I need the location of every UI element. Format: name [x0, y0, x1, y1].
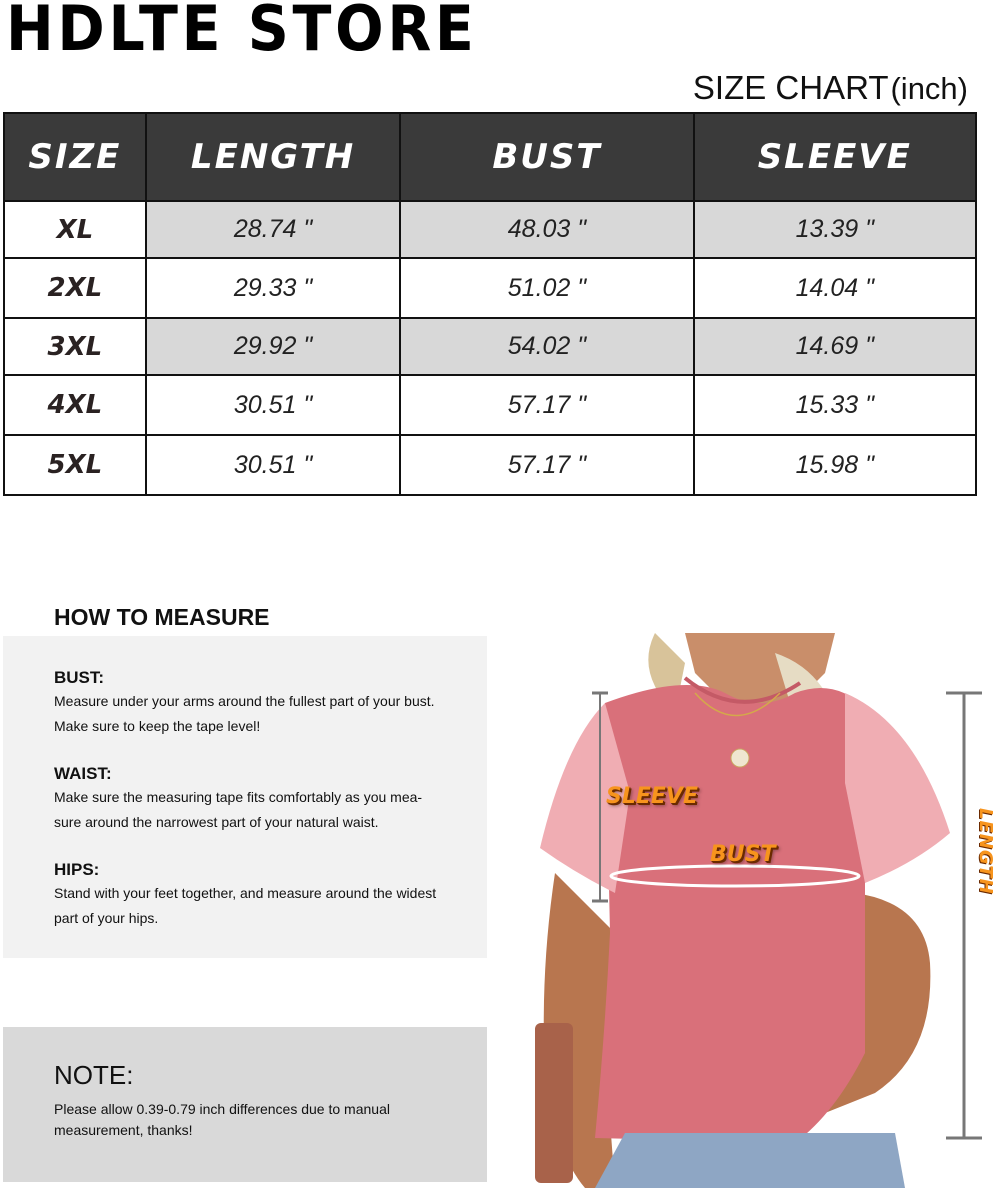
size-cell: 3XL: [4, 318, 146, 375]
note-desc: [54, 1099, 474, 1141]
bust-cell: 51.02 ": [400, 258, 693, 318]
shirt-sleeve-right: [845, 693, 950, 883]
size-cell: 5XL: [4, 435, 146, 495]
measure-desc-line: Stand with your feet together, and measure around the widest: [54, 885, 437, 901]
clutch-bag: [535, 1023, 573, 1183]
size-chart-unit: (inch): [890, 71, 968, 106]
measure-desc-line: Make sure to keep the tape level!: [54, 718, 261, 734]
length-cell: 29.33 ": [146, 258, 401, 318]
note-desc-line: Please allow 0.39-0.79 inch differences due to manual: [54, 1101, 390, 1117]
column-header-length: LENGTH: [146, 113, 401, 201]
length-cell: 29.92 ": [146, 318, 401, 375]
measure-bust: [54, 668, 435, 738]
size-cell: 4XL: [4, 375, 146, 435]
shorts: [595, 1133, 905, 1188]
measure-desc-line: Make sure the measuring tape fits comfortably as you mea-: [54, 789, 423, 805]
size-cell: 2XL: [4, 258, 146, 318]
bust-cell: 57.17 ": [400, 435, 693, 495]
sleeve-cell: 14.69 ": [694, 318, 976, 375]
length-cell: 30.51 ": [146, 435, 401, 495]
model-photo: [535, 633, 955, 1188]
table-row: [4, 258, 976, 318]
column-header-bust: BUST: [400, 113, 693, 201]
length-cell: 30.51 ": [146, 375, 401, 435]
shirt-body: [595, 685, 865, 1143]
column-header-size: SIZE: [4, 113, 146, 201]
measure-waist: [54, 764, 422, 834]
sleeve-cell: 14.04 ": [694, 258, 976, 318]
size-cell: XL: [4, 201, 146, 258]
measure-hips: [54, 860, 436, 930]
length-cell: 28.74 ": [146, 201, 401, 258]
sleeve-cell: 13.39 ": [694, 201, 976, 258]
length-annotation: LENGTH: [975, 808, 996, 895]
bust-cell: 48.03 ": [400, 201, 693, 258]
table-row: [4, 318, 976, 375]
table-row: [4, 201, 976, 258]
size-chart-title: [693, 68, 968, 109]
size-chart-title-text: SIZE CHART: [692, 69, 889, 106]
note-label: NOTE:: [54, 1060, 134, 1090]
table-row: [4, 375, 976, 435]
note-desc-line: measurement, thanks!: [54, 1122, 193, 1138]
how-to-measure-title: HOW TO MEASURE: [54, 604, 270, 630]
table-header-row: [4, 113, 976, 201]
note-panel: [3, 1027, 487, 1182]
measure-desc-line: Measure under your arms around the fullest part of your bust.: [54, 693, 435, 709]
bust-cell: 57.17 ": [400, 375, 693, 435]
sleeve-cell: 15.98 ": [694, 435, 976, 495]
column-header-sleeve: SLEEVE: [694, 113, 976, 201]
how-to-measure-panel: [3, 636, 487, 958]
bust-annotation: BUST: [710, 842, 776, 867]
sleeve-cell: 15.33 ": [694, 375, 976, 435]
measure-label: HIPS:: [54, 860, 100, 879]
measure-label: WAIST:: [54, 764, 112, 783]
measure-desc-line: sure around the narrowest part of your natural waist.: [54, 814, 379, 830]
sleeve-annotation: SLEEVE: [606, 784, 698, 809]
store-logo: HDLTE STORE: [6, 0, 478, 65]
measure-desc-line: part of your hips.: [54, 910, 159, 926]
size-table: [3, 112, 977, 496]
length-ruler: [940, 688, 990, 1143]
bust-cell: 54.02 ": [400, 318, 693, 375]
measure-label: BUST:: [54, 668, 105, 687]
table-row: [4, 435, 976, 495]
